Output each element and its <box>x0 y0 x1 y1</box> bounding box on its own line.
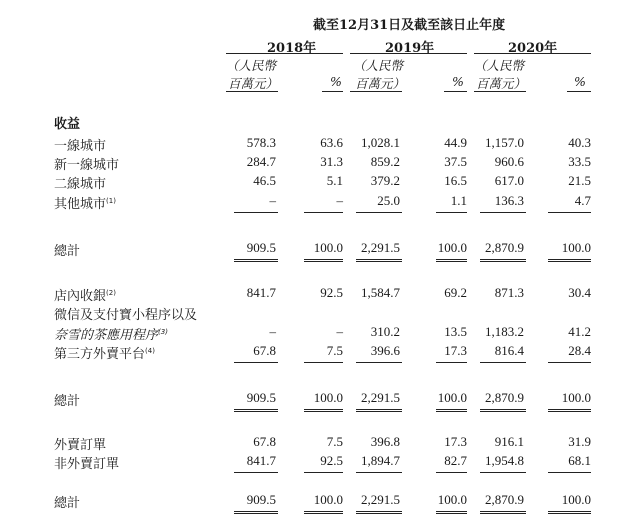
city-tier-row-0-value-4: 1,157.0 <box>485 135 524 150</box>
year-2020-header: 2020年 <box>508 41 558 56</box>
total-row-2-label-text: 總計 <box>54 394 81 409</box>
total-row-1-value-1: 100.0 <box>313 240 343 255</box>
section3-subtotal-rule-5 <box>548 472 591 473</box>
total-row-3-double-rule-2 <box>356 511 402 514</box>
pct-2018-underline <box>322 91 343 92</box>
order-type-row-0-value-0: 67.8 <box>253 434 276 449</box>
order-type-row-0-value-4: 916.1 <box>494 434 524 449</box>
total-row-3-double-rule-5 <box>548 511 591 514</box>
year-2020-underline <box>474 53 591 54</box>
in-store-row-label <box>54 285 116 304</box>
total-row-3-double-rule-3 <box>436 511 467 514</box>
year-2018-underline <box>226 53 343 54</box>
total-row-3-label-text: 總計 <box>54 496 81 511</box>
order-type-row-0-value-3: 17.3 <box>444 434 467 449</box>
unit-2020-line2: 百萬元） <box>476 76 527 91</box>
unit-2018-line1: （人民幣 <box>226 58 277 73</box>
total-row-3-label <box>54 492 80 511</box>
total-row-1-value-2: 2,291.5 <box>361 240 400 255</box>
total-row-2-double-rule-2 <box>356 409 402 412</box>
revenue-label: 收益 <box>54 117 81 132</box>
city-tier-row-1-value-4: 960.6 <box>494 154 524 169</box>
city-tier-row-1-value-1: 31.3 <box>320 154 343 169</box>
total-row-1-double-rule-5 <box>548 259 591 262</box>
city-tier-row-2-value-3: 16.5 <box>444 173 467 188</box>
in-store-row-value-3: 69.2 <box>444 285 467 300</box>
city-tier-row-1-label-text: 新一線城市 <box>54 158 120 173</box>
city-tier-row-2-value-2: 379.2 <box>370 173 400 188</box>
third-party-row-value-0: 67.8 <box>253 343 276 358</box>
city-tier-row-3-value-4: 136.3 <box>494 193 524 208</box>
city-tier-row-3-footnote-ref: (1) <box>106 197 116 205</box>
city-tier-row-2-value-0: 46.5 <box>253 173 276 188</box>
total-row-2-double-rule-0 <box>234 409 278 412</box>
unit-2019-line2: 百萬元） <box>355 76 406 91</box>
third-party-row-footnote-ref: (4) <box>145 347 155 355</box>
order-type-row-1-label <box>54 453 119 472</box>
section2-subtotal-rule-1 <box>304 362 343 363</box>
pct-2020-underline <box>567 91 591 92</box>
total-row-2-label <box>54 390 80 409</box>
pct-2020-header: % <box>574 74 586 89</box>
section1-subtotal-rule-4 <box>480 212 526 213</box>
city-tier-row-3-value-1: – <box>336 193 343 208</box>
third-party-row-value-5: 28.4 <box>568 343 591 358</box>
city-tier-row-0-value-1: 63.6 <box>320 135 343 150</box>
city-tier-row-0-value-5: 40.3 <box>568 135 591 150</box>
order-type-row-1-value-1: 92.5 <box>320 453 343 468</box>
total-row-3-value-1: 100.0 <box>313 492 343 507</box>
pct-2019-header: % <box>452 74 464 89</box>
in-store-row-value-4: 871.3 <box>494 285 524 300</box>
section2-subtotal-rule-5 <box>548 362 591 363</box>
in-store-row-value-2: 1,584.7 <box>361 285 400 300</box>
pct-2018-header: % <box>330 74 342 89</box>
city-tier-row-3-label-text: 其他城市 <box>54 197 107 212</box>
city-tier-row-0-label <box>54 135 106 154</box>
mini-program-row-line1-label <box>54 304 197 323</box>
period-header: 截至12月31日及截至該日止年度 <box>313 18 506 33</box>
year-2019-underline <box>350 53 467 54</box>
total-row-3-value-4: 2,870.9 <box>485 492 524 507</box>
section1-subtotal-rule-1 <box>304 212 343 213</box>
total-row-1-value-3: 100.0 <box>437 240 467 255</box>
total-row-3-double-rule-4 <box>480 511 526 514</box>
city-tier-row-0-value-3: 44.9 <box>444 135 467 150</box>
section3-subtotal-rule-1 <box>304 472 343 473</box>
total-row-1-double-rule-3 <box>436 259 467 262</box>
in-store-row-label-text: 店內收銀 <box>54 289 107 304</box>
section3-subtotal-rule-0 <box>234 472 278 473</box>
mini-program-row-value-5: 41.2 <box>568 324 591 339</box>
total-row-2-value-5: 100.0 <box>561 390 591 405</box>
unit-2019-underline <box>350 91 402 92</box>
city-tier-row-2-label <box>54 173 106 192</box>
order-type-row-0-value-5: 31.9 <box>568 434 591 449</box>
city-tier-row-1-value-5: 33.5 <box>568 154 591 169</box>
total-row-1-label <box>54 240 80 259</box>
third-party-row-value-2: 396.6 <box>370 343 400 358</box>
unit-2018-underline <box>226 91 278 92</box>
city-tier-row-3-label <box>54 193 116 212</box>
third-party-row-label-text: 第三方外賣平台 <box>54 347 146 362</box>
year-2018-header: 2018年 <box>267 41 317 56</box>
order-type-row-1-value-0: 841.7 <box>246 453 276 468</box>
section2-subtotal-rule-0 <box>234 362 278 363</box>
total-row-1-value-0: 909.5 <box>246 240 276 255</box>
city-tier-row-0-value-2: 1,028.1 <box>361 135 400 150</box>
order-type-row-1-value-2: 1,894.7 <box>361 453 400 468</box>
order-type-row-0-label-text: 外賣訂單 <box>54 438 107 453</box>
total-row-2-double-rule-1 <box>304 409 343 412</box>
pct-2019-underline <box>444 91 467 92</box>
order-type-row-1-value-4: 1,954.8 <box>485 453 524 468</box>
order-type-row-1-value-3: 82.7 <box>444 453 467 468</box>
mini-program-row-label-text: 奈雪的茶應用程序 <box>54 328 159 343</box>
mini-program-row-line1-label-text: 微信及支付寶小程序以及 <box>54 308 198 323</box>
city-tier-row-1-value-0: 284.7 <box>246 154 276 169</box>
mini-program-row-value-2: 310.2 <box>370 324 400 339</box>
total-row-1-double-rule-0 <box>234 259 278 262</box>
unit-2020-underline <box>474 91 526 92</box>
total-row-3-double-rule-1 <box>304 511 343 514</box>
mini-program-row-value-4: 1,183.2 <box>485 324 524 339</box>
order-type-row-1-value-5: 68.1 <box>568 453 591 468</box>
city-tier-row-3-value-0: – <box>269 193 276 208</box>
section1-subtotal-rule-3 <box>436 212 467 213</box>
city-tier-row-2-label-text: 二線城市 <box>54 177 107 192</box>
city-tier-row-0-value-0: 578.3 <box>246 135 276 150</box>
section1-subtotal-rule-2 <box>356 212 402 213</box>
third-party-row-value-4: 816.4 <box>494 343 524 358</box>
city-tier-row-1-value-2: 859.2 <box>370 154 400 169</box>
unit-2020-line1: （人民幣 <box>474 58 525 73</box>
total-row-2-double-rule-5 <box>548 409 591 412</box>
order-type-row-0-value-2: 396.8 <box>370 434 400 449</box>
total-row-3-value-2: 2,291.5 <box>361 492 400 507</box>
order-type-row-1-label-text: 非外賣訂單 <box>54 457 120 472</box>
total-row-2-double-rule-4 <box>480 409 526 412</box>
in-store-row-footnote-ref: (2) <box>106 289 116 297</box>
city-tier-row-2-value-5: 21.5 <box>568 173 591 188</box>
city-tier-row-3-value-3: 1.1 <box>450 193 467 208</box>
total-row-1-value-5: 100.0 <box>561 240 591 255</box>
section3-subtotal-rule-2 <box>356 472 402 473</box>
total-row-2-value-4: 2,870.9 <box>485 390 524 405</box>
mini-program-row-value-3: 13.5 <box>444 324 467 339</box>
total-row-2-value-1: 100.0 <box>313 390 343 405</box>
third-party-row-label <box>54 343 155 362</box>
mini-program-row-value-1: – <box>336 324 343 339</box>
total-row-1-double-rule-2 <box>356 259 402 262</box>
section2-subtotal-rule-2 <box>356 362 402 363</box>
city-tier-row-1-value-3: 37.5 <box>444 154 467 169</box>
section2-subtotal-rule-3 <box>436 362 467 363</box>
in-store-row-value-1: 92.5 <box>320 285 343 300</box>
section1-subtotal-rule-5 <box>548 212 591 213</box>
city-tier-row-3-value-2: 25.0 <box>377 193 400 208</box>
section1-subtotal-rule-0 <box>234 212 278 213</box>
year-2019-header: 2019年 <box>385 41 435 56</box>
total-row-2-value-3: 100.0 <box>437 390 467 405</box>
total-row-1-label-text: 總計 <box>54 244 81 259</box>
total-row-1-value-4: 2,870.9 <box>485 240 524 255</box>
third-party-row-value-3: 17.3 <box>444 343 467 358</box>
total-row-3-value-5: 100.0 <box>561 492 591 507</box>
total-row-2-value-0: 909.5 <box>246 390 276 405</box>
total-row-1-double-rule-4 <box>480 259 526 262</box>
mini-program-row-value-0: – <box>269 324 276 339</box>
city-tier-row-2-value-1: 5.1 <box>326 173 343 188</box>
total-row-3-double-rule-0 <box>234 511 278 514</box>
total-row-3-value-0: 909.5 <box>246 492 276 507</box>
unit-2018-line2: 百萬元） <box>228 76 279 91</box>
section2-subtotal-rule-4 <box>480 362 526 363</box>
city-tier-row-3-value-5: 4.7 <box>574 193 591 208</box>
city-tier-row-1-label <box>54 154 119 173</box>
mini-program-row-footnote-ref: (3) <box>158 328 168 336</box>
section3-subtotal-rule-4 <box>480 472 526 473</box>
total-row-2-value-2: 2,291.5 <box>361 390 400 405</box>
third-party-row-value-1: 7.5 <box>326 343 343 358</box>
mini-program-row-label <box>54 324 168 343</box>
city-tier-row-2-value-4: 617.0 <box>494 173 524 188</box>
unit-2019-line1: （人民幣 <box>353 58 404 73</box>
total-row-3-value-3: 100.0 <box>437 492 467 507</box>
section3-subtotal-rule-3 <box>436 472 467 473</box>
in-store-row-value-0: 841.7 <box>246 285 276 300</box>
order-type-row-0-label <box>54 434 106 453</box>
in-store-row-value-5: 30.4 <box>568 285 591 300</box>
total-row-1-double-rule-1 <box>304 259 343 262</box>
city-tier-row-0-label-text: 一線城市 <box>54 139 107 154</box>
order-type-row-0-value-1: 7.5 <box>326 434 343 449</box>
total-row-2-double-rule-3 <box>436 409 467 412</box>
